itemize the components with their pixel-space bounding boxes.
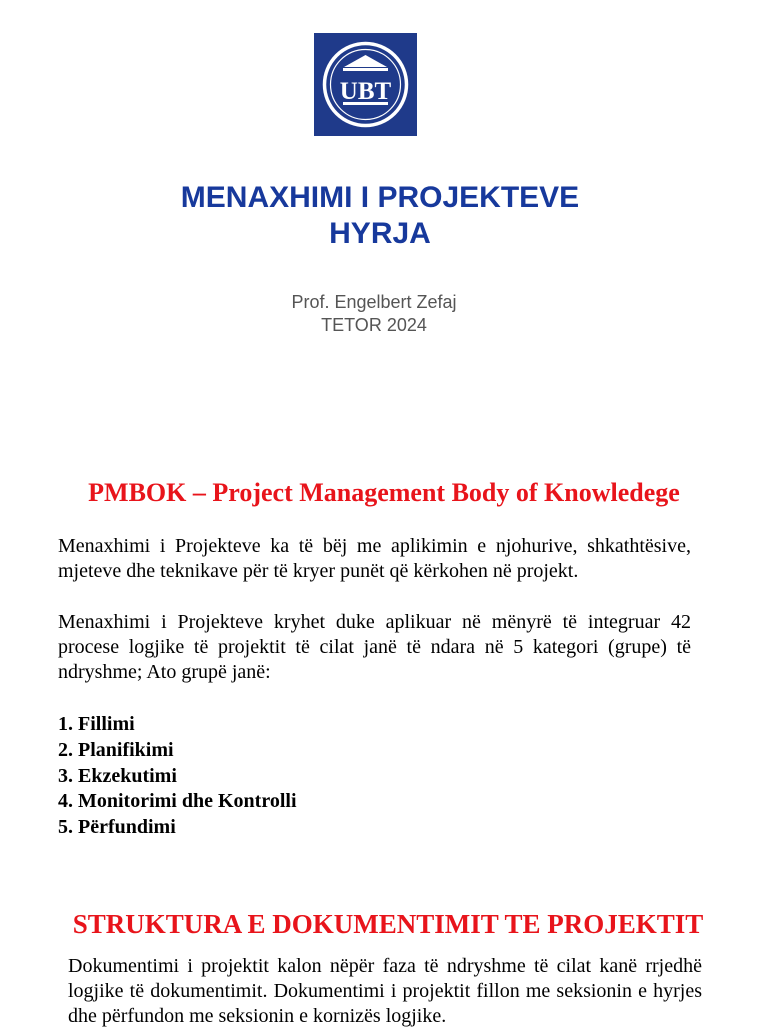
author-block <box>0 291 748 337</box>
pmbok-paragraph-1: Menaxhimi i Projekteve ka të bëj me aplikimin e njohurive, shkathtësive, mjeteve dhe teknikave për të kryer punët që kërkohen në projekt. <box>58 535 691 582</box>
list-item: 2. Planifikimi <box>58 738 174 761</box>
ubt-logo <box>314 33 417 136</box>
list-item: 1. Fillimi <box>58 713 135 735</box>
list-item: 5. Përfundimi <box>58 816 176 839</box>
pmbok-paragraph-2: Menaxhimi i Projekteve kryhet duke aplikuar në mënyrë të integruar 42 procese logjike të projektit të cilat janë të ndara në 5 kategori (grupe) të ndryshme; Ato grupë janë: <box>58 611 691 683</box>
list-item: 4. Monitorimi dhe Kontrolli <box>58 790 297 813</box>
structure-paragraph: Dokumentimi i projektit kalon nëpër faza të ndryshme të cilat kanë rrjedhë logjike të dokumentimit. Dokumentimi i projektit fillon me seksionin e hyrjes dhe përfundon me seksionin e kornizës logjike. <box>68 955 702 1027</box>
author-name: Prof. Engelbert Zefaj <box>291 292 457 312</box>
pmbok-heading: PMBOK – Project Management Body of Knowledege <box>88 478 680 507</box>
structure-heading: STRUKTURA E DOKUMENTIMIT TE PROJEKTIT <box>72 909 704 939</box>
document-title <box>0 180 760 252</box>
ubt-logo-emblem <box>314 33 417 136</box>
list-item: 3. Ekzekutimi <box>58 764 177 787</box>
process-groups-list <box>58 712 297 841</box>
document-date: TETOR 2024 <box>321 315 427 335</box>
title-line-1: MENAXHIMI I PROJEKTEVE <box>180 181 580 214</box>
title-line-2: HYRJA <box>329 217 431 250</box>
logo-text: UBT <box>339 78 392 105</box>
